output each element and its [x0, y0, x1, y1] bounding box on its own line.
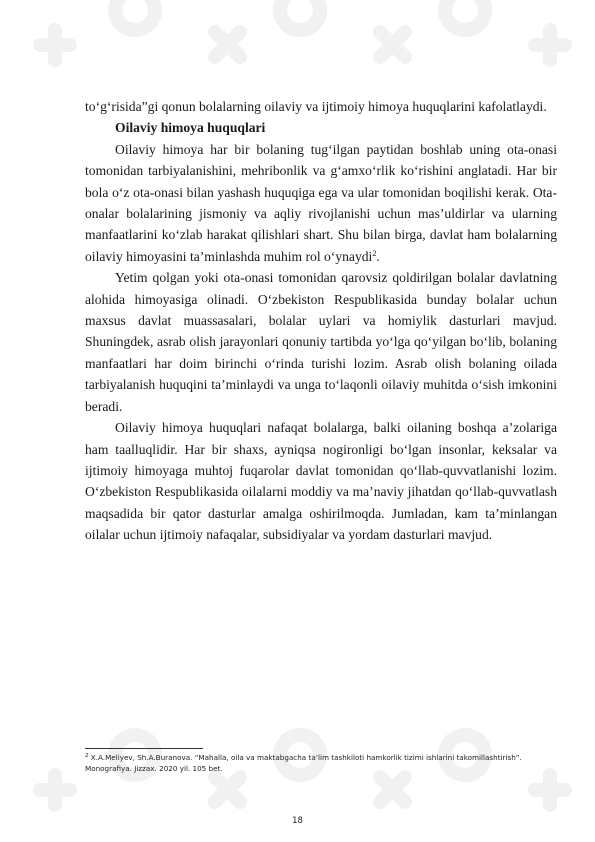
footnote-reference[interactable]: 2 — [372, 248, 377, 258]
paragraph-1-text: Oilaviy himoya har bir bolaning tug‘ilgan paytidan boshlab uning ota-onasi tomonidan tarbiyalanishini, mehribonlik va g‘amxo‘rlik ko‘rishini anglatadi. Har bir bola o‘z ota-onasi bilan yashash huquqiga ega va ular tomonidan boqilishi kerak. Ota-onalar bolalarining jismoniy va aqliy rivojlanishi uchun mas’uldirlar va ularning manfaatlarini ko‘zlab harakat qilishlari shart. Shu bilan birga, davlat ham bolalarning oilaviy himoyasini ta’minlashda muhim rol o‘ynaydi — [85, 141, 557, 264]
main-text — [85, 96, 557, 546]
paragraph-1-end: . — [376, 248, 380, 264]
paragraph-3: Oilaviy himoya huquqlari nafaqat bolalarga, balki oilaning boshqa a’zolariga ham taalluqlidir. Har bir shaxs, ayniqsa nogironligi bo‘lgan insonlar, keksalar va ijtimoiy himoyaga muhtoj fuqarolar davlat tomonidan qo‘llab-quvvatlanishi lozim. O‘zbekiston Respublikasida oilalarni moddiy va ma’naviy jihatdan qo‘llab-quvvatlash maqsadida bir qator dasturlar amalga oshirilmoqda. Jumladan, kam ta’minlangan oilalar uchun ijtimoiy nafaqalar, subsidiyalar va yordam dasturlari mavjud. — [85, 420, 557, 543]
footnote — [85, 752, 525, 774]
page-number: 18 — [292, 816, 303, 826]
intro-paragraph: to‘g‘risida”gi qonun bolalarning oilaviy va ijtimoiy himoya huquqlarini kafolatlaydi. — [85, 99, 547, 114]
footnote-number: 2 — [85, 753, 89, 759]
paragraph-1 — [85, 139, 557, 267]
paragraph-2: Yetim qolgan yoki ota-onasi tomonidan qarovsiz qoldirilgan bolalar davlatning alohida himoyasiga olinadi. O‘zbekiston Respublikasida bunday bolalar uchun maxsus davlat muassasalari, bolalar uylari va homiylik dasturlari mavjud. Shuningdek, asrab olish jarayonlari qonuniy tartibda yo‘lga qo‘yilgan bo‘lib, bolaning manfaatlari har doim birinchi o‘rinda turishi lozim. Asrab olish bolaning oilada tarbiyalanish huquqini ta’minlaydi va unga to‘laqonli oilaviy muhitda o‘sish imkonini beradi. — [85, 270, 557, 414]
section-heading: Oilaviy himoya huquqlari — [115, 120, 266, 136]
footnote-divider — [85, 748, 203, 749]
footnote-text: X.A.Meliyev, Sh.A.Buranova. “Mahalla, oila va maktabgacha ta’lim tashkiloti hamkorlik tizimi ishlarini takomillashtirish”. Monografiya. Jizzax. 2020 yil. 105 bet. — [85, 753, 522, 773]
